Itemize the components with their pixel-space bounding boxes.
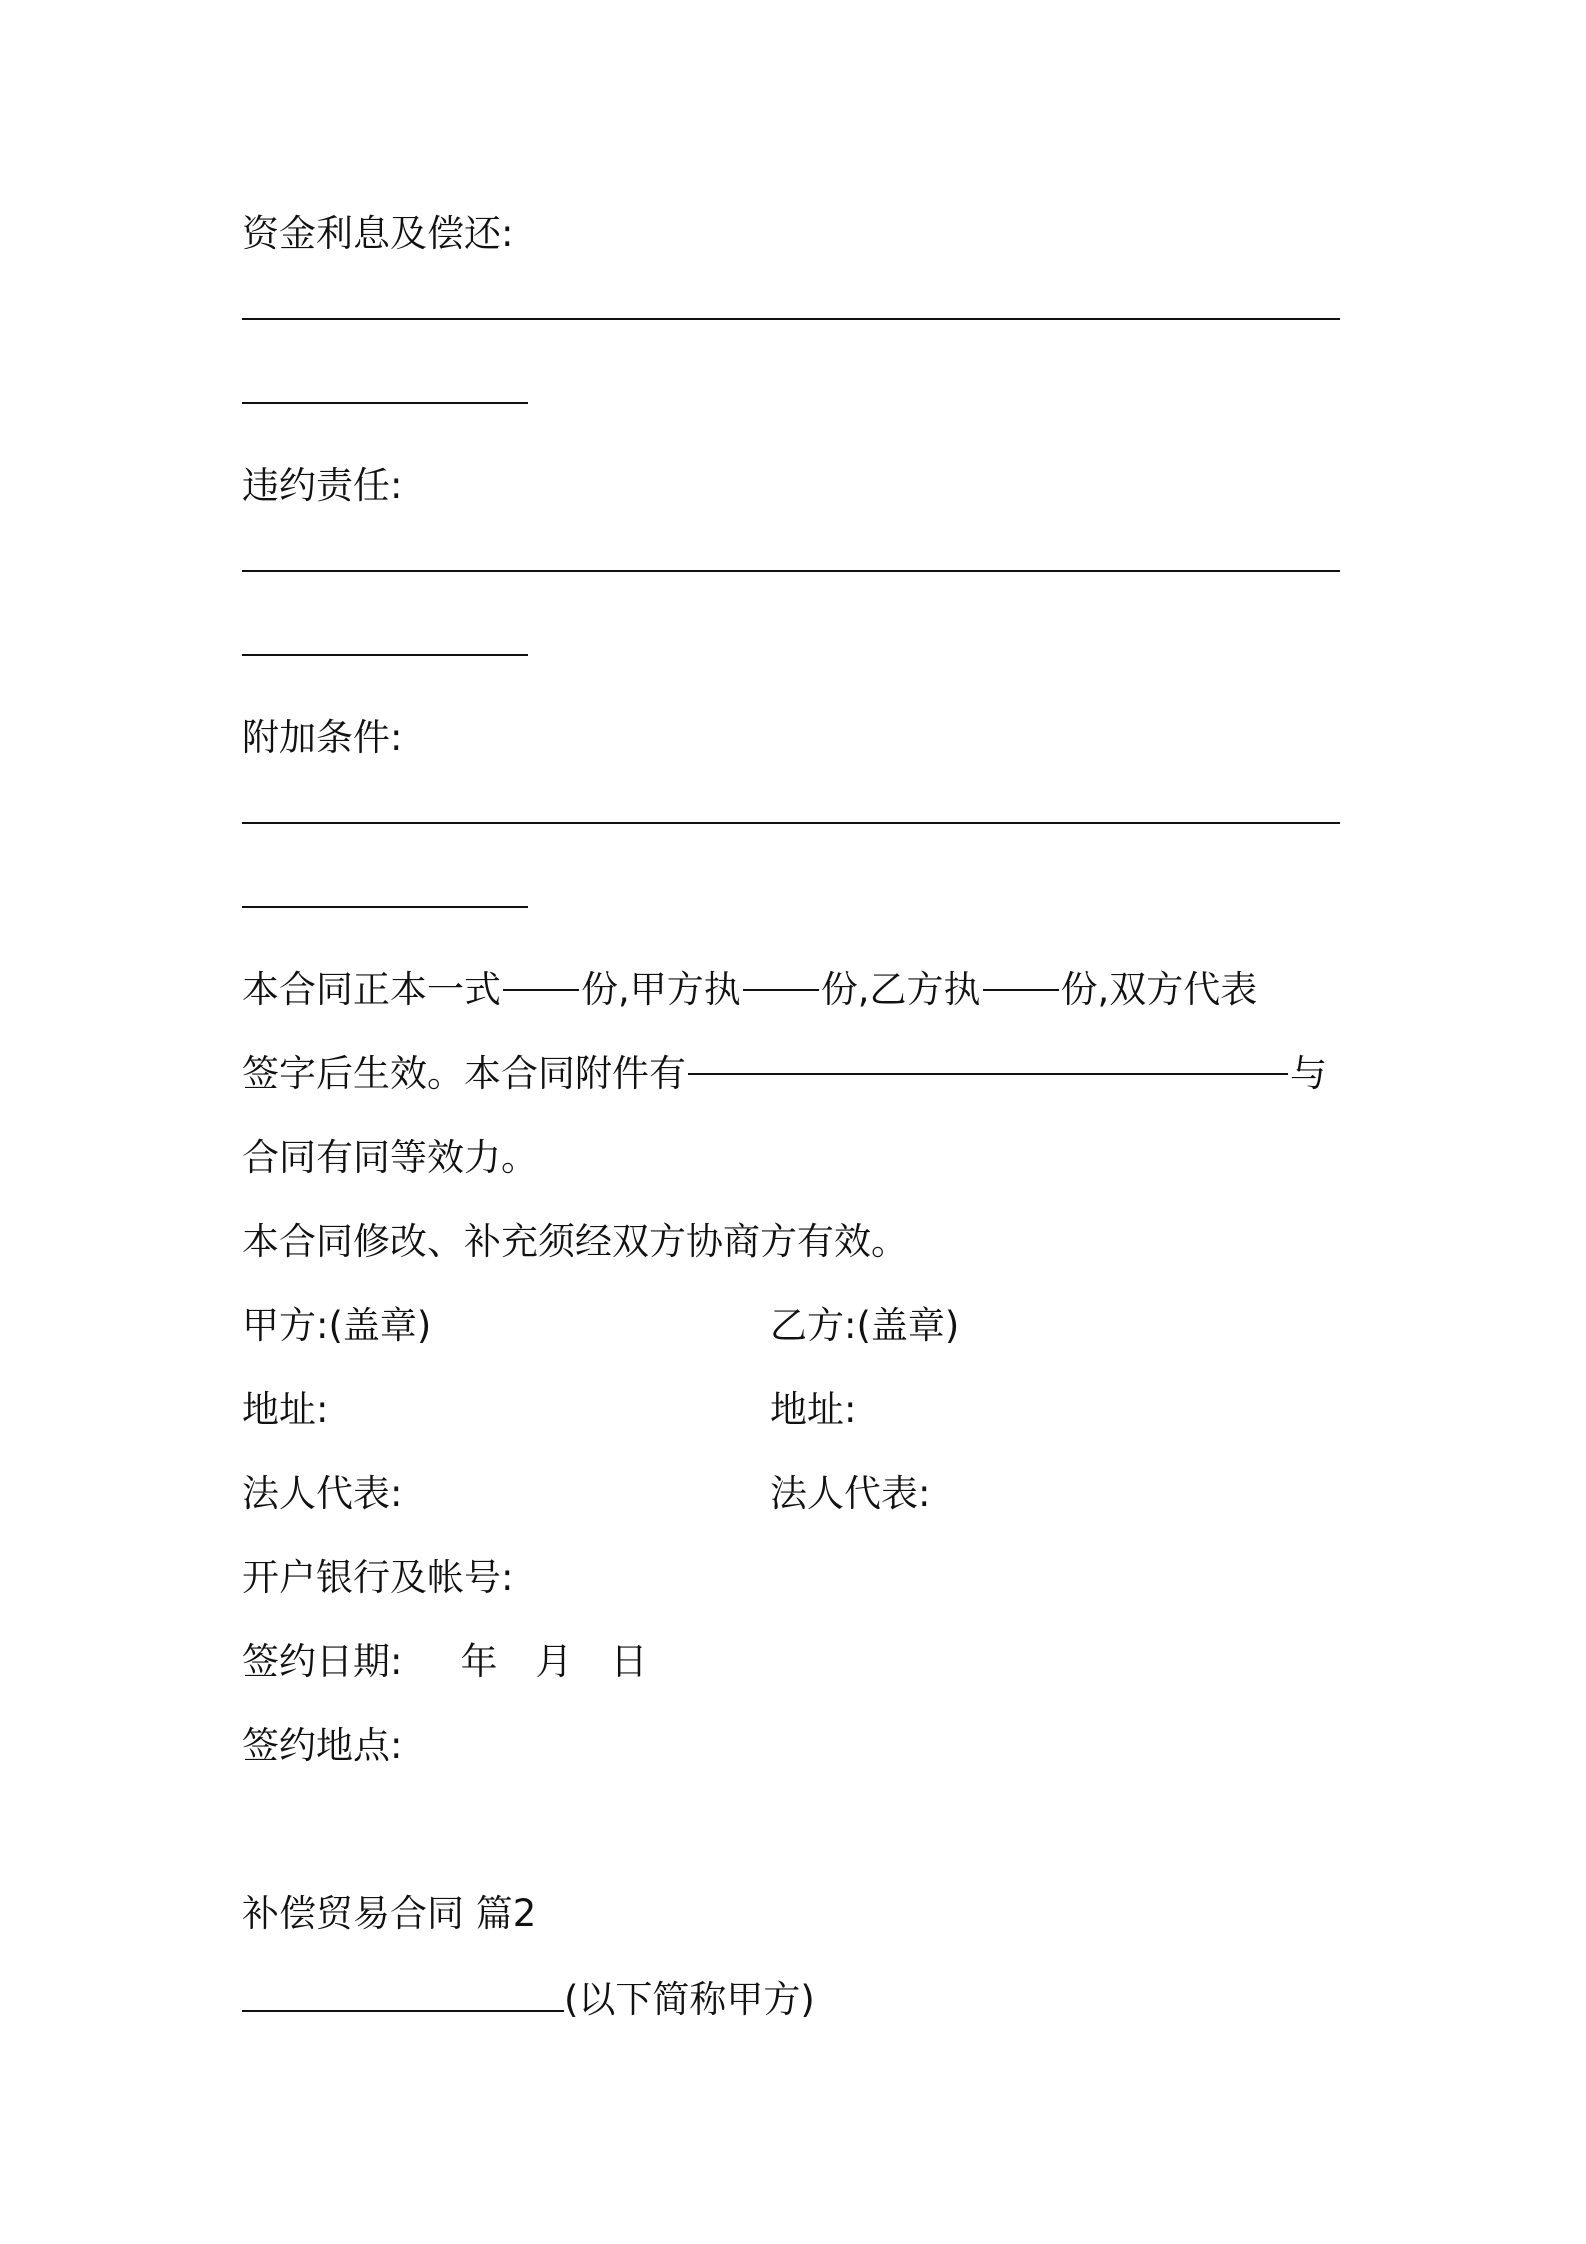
fill-line-long xyxy=(242,822,1340,824)
party-b-representative: 法人代表: xyxy=(770,1472,931,1515)
party-b-address: 地址: xyxy=(770,1388,857,1431)
dash-blank xyxy=(983,989,1059,991)
fill-line-short xyxy=(242,654,528,656)
section-label-liability: 违约责任: xyxy=(242,464,403,507)
dash-blank xyxy=(743,989,819,991)
paragraph-text: 签字后生效。本合同附件有 xyxy=(242,1052,686,1095)
blank-field xyxy=(242,1974,564,2012)
bank-account-label: 开户银行及帐号: xyxy=(242,1556,514,1599)
section-label-conditions: 附加条件: xyxy=(242,716,403,759)
section-label-interest: 资金利息及偿还: xyxy=(242,212,514,255)
date-day: 日 xyxy=(610,1640,648,1683)
party-b-seal: 乙方:(盖章) xyxy=(770,1304,960,1347)
date-month: 月 xyxy=(535,1640,573,1683)
paragraph-text: 份,甲方执 xyxy=(581,968,741,1011)
paragraph-text: 份,乙方执 xyxy=(820,968,981,1011)
paragraph-line-3: 合同有同等效力。 xyxy=(242,1136,538,1179)
party-a-seal: 甲方:(盖章) xyxy=(242,1304,432,1347)
fill-line-short xyxy=(242,402,528,404)
fill-line-long xyxy=(242,318,1340,320)
party-a-intro xyxy=(242,1974,815,2024)
fill-line-short xyxy=(242,906,528,908)
signing-date xyxy=(242,1638,647,1686)
dash-blank xyxy=(503,989,579,991)
paragraph-line-1 xyxy=(242,966,1257,1014)
paragraph-line-4: 本合同修改、补充须经双方协商方有效。 xyxy=(242,1220,908,1263)
party-a-address: 地址: xyxy=(242,1388,329,1431)
signing-place-label: 签约地点: xyxy=(242,1724,403,1767)
paragraph-line-2 xyxy=(242,1050,1327,1098)
paragraph-text: 份,双方代表 xyxy=(1060,968,1258,1011)
signing-date-label: 签约日期: xyxy=(242,1640,403,1683)
dash-blank xyxy=(688,1073,1288,1075)
date-year: 年 xyxy=(460,1640,498,1683)
fill-line-long xyxy=(242,570,1340,572)
party-a-representative: 法人代表: xyxy=(242,1472,403,1515)
paragraph-text: 本合同正本一式 xyxy=(242,968,501,1011)
party-a-suffix: (以下简称甲方) xyxy=(564,1978,815,2021)
paragraph-text: 与 xyxy=(1290,1052,1327,1095)
section-title: 补偿贸易合同 篇2 xyxy=(242,1892,537,1935)
